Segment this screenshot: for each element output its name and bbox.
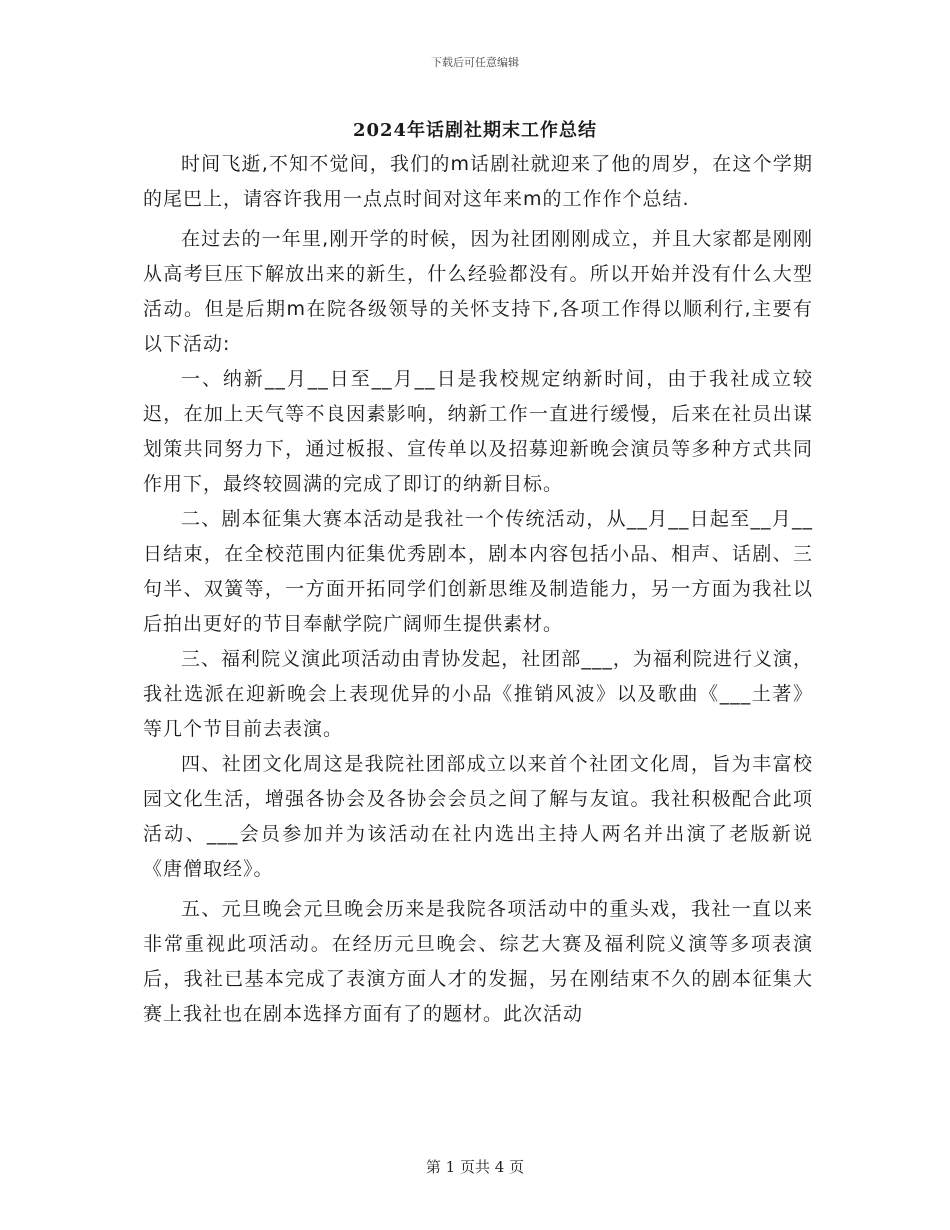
paragraph-culture-week: 四、社团文化周这是我院社团部成立以来首个社团文化周，旨为丰富校园文化生活，增强各协会及各协会会员之间了解与友谊。我社积极配合此项活动、___会员参加并为该活动在社内选出主持人两名并出演了老版新说《唐僧取经》。: [143, 753, 813, 880]
document-body: [143, 147, 813, 1032]
page-footer: 第 1 页共 4 页: [425, 1158, 525, 1176]
document-title: 2024年话剧社期末工作总结: [352, 120, 598, 141]
page-header: 下载后可任意编辑: [431, 56, 519, 69]
paragraph-charity-show: 三、福利院义演此项活动由青协发起，社团部___，为福利院进行义演，我社选派在迎新晚会上表现优异的小品《推销风波》以及歌曲《___土著》等几个节目前去表演。: [143, 648, 813, 740]
paragraph-overview: 在过去的一年里,刚开学的时候，因为社团刚刚成立，并且大家都是刚刚从高考巨压下解放出来的新生，什么经验都没有。所以开始并没有什么大型活动。但是后期m在院各级领导的关怀支持下,各项工作得以顺利行,主要有以下活动:: [143, 228, 813, 355]
paragraph-recruitment: 一、纳新__月__日至__月__日是我校规定纳新时间，由于我社成立较迟，在加上天气等不良因素影响，纳新工作一直进行缓慢，后来在社员出谋划策共同努力下，通过板报、宣传单以及招募迎新晚会演员等多种方式共同作用下，最终较圆满的完成了即订的纳新目标。: [143, 368, 813, 495]
paragraph-new-year-gala: 五、元旦晚会元旦晚会历来是我院各项活动中的重头戏，我社一直以来非常重视此项活动。在经历元旦晚会、综艺大赛及福利院义演等多项表演后，我社已基本完成了表演方面人才的发掘，另在刚结束不久的剧本征集大赛上我社也在剧本选择方面有了的题材。此次活动: [143, 898, 813, 1025]
paragraph-intro: 时间飞逝,不知不觉间，我们的m话剧社就迎来了他的周岁，在这个学期的尾巴上，请容许我用一点点时间对这年来m的工作作个总结.: [143, 153, 813, 210]
paragraph-script-contest: 二、剧本征集大赛本活动是我社一个传统活动，从__月__日起至__月__日结束，在全校范围内征集优秀剧本，剧本内容包括小品、相声、话剧、三句半、双簧等，一方面开拓同学们创新思维及制造能力，另一方面为我社以后拍出更好的节目奉献学院广阔师生提供素材。: [143, 508, 813, 635]
